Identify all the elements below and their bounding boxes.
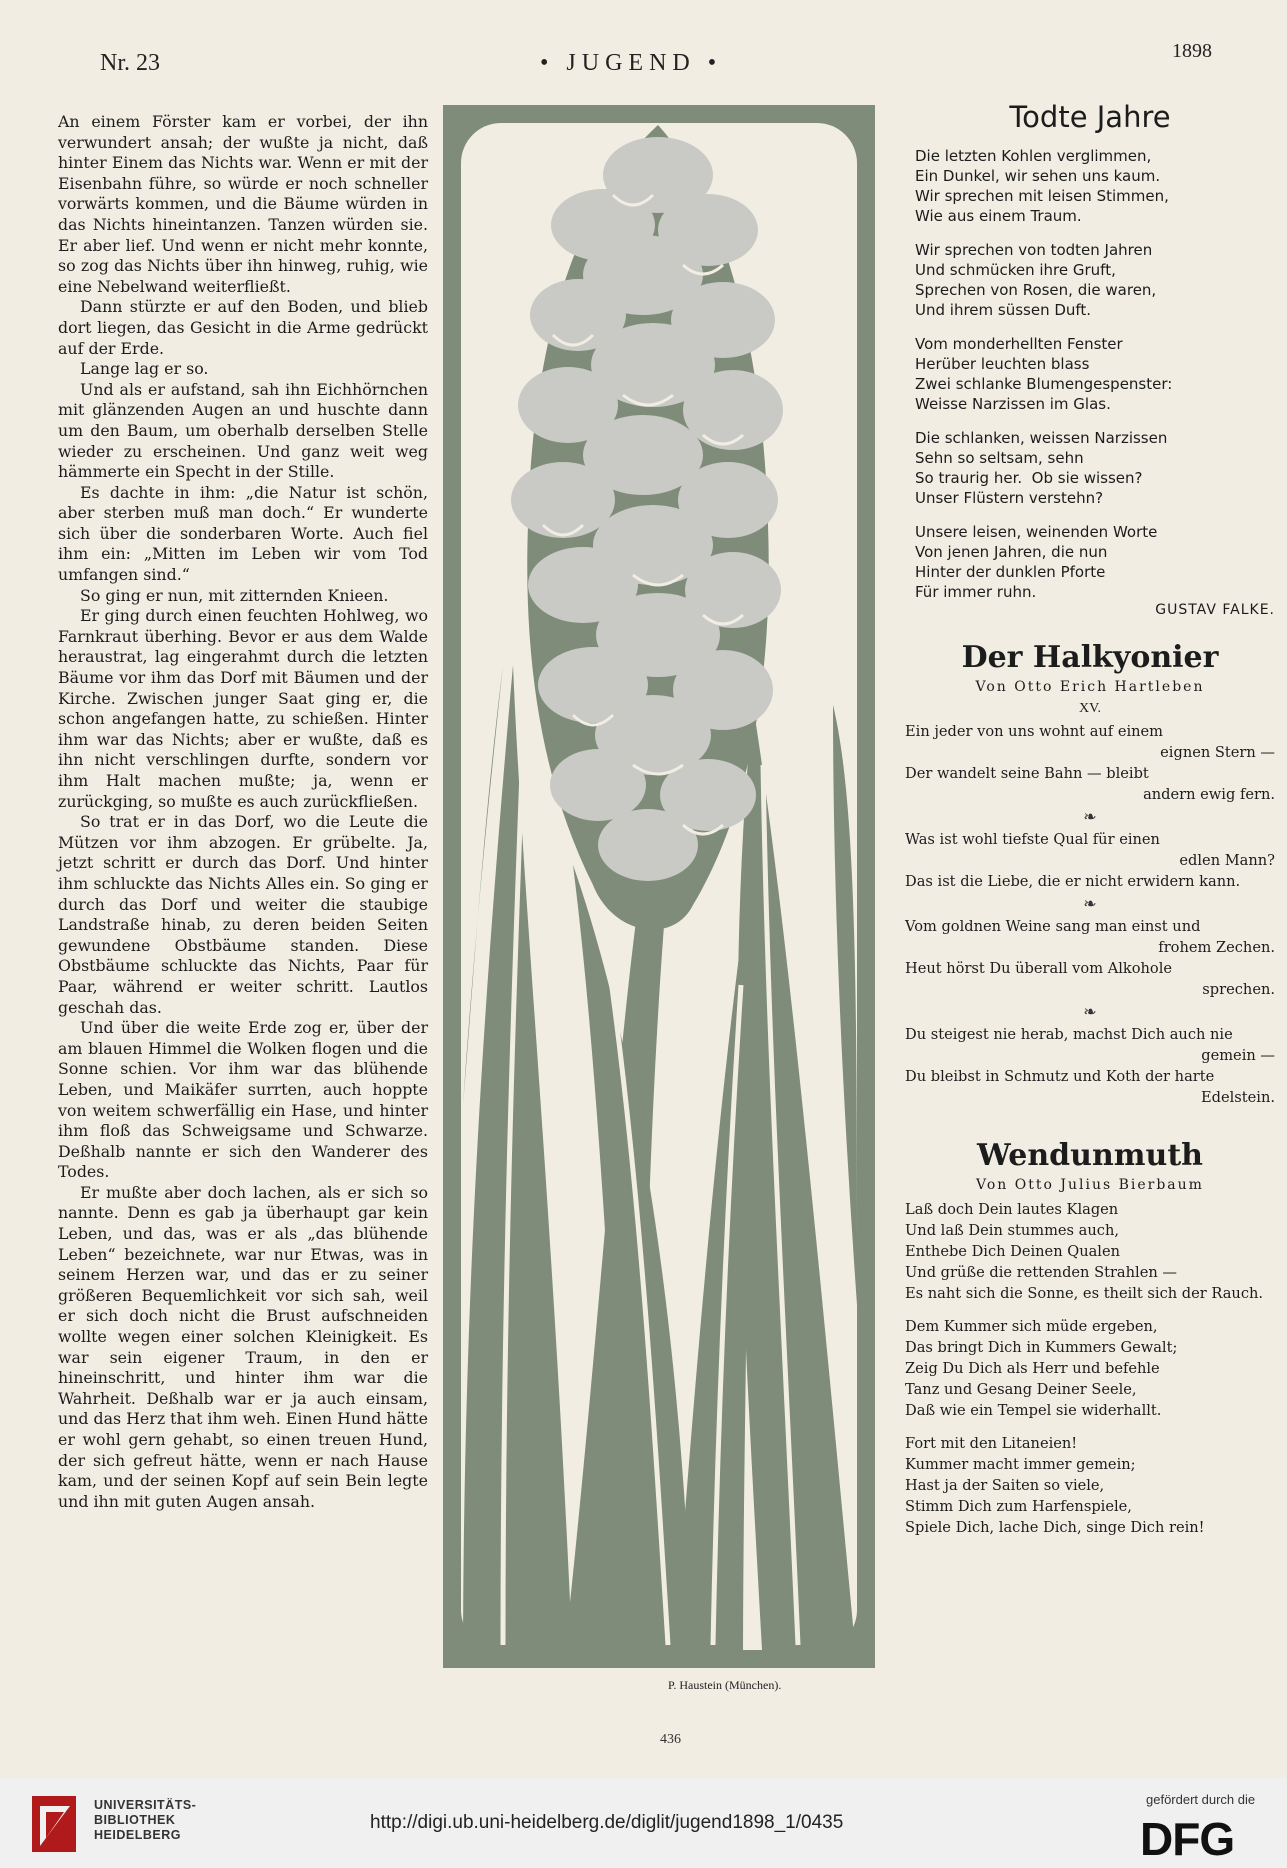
poem-stanza: Vom monderhellten Fenster Herüber leuchten blass Zwei schlanke Blumengespenster: Weisse Narzissen im Glas. <box>915 335 1173 413</box>
poem-stanza: Unsere leisen, weinenden Worte Von jenen Jahren, die nun Hinter der dunklen Pforte Für immer ruhn. <box>915 523 1158 601</box>
sponsor-label: gefördert durch die <box>1146 1792 1256 1807</box>
poems-column <box>905 100 1275 1550</box>
hyacinth-illustration <box>443 105 875 1668</box>
epigram <box>905 721 1275 805</box>
verse-line: sprechen. <box>1202 981 1275 998</box>
illustration-credit: P. Haustein (München). <box>668 1678 782 1692</box>
verse-line: Das ist die Liebe, die er nicht erwidern kann. <box>905 873 1241 890</box>
poem-title: Wendunmuth <box>977 1138 1203 1173</box>
poem-stanza: Die schlanken, weissen Narzissen Sehn so seltsam, sehn So traurig her. Ob sie wissen? Unser Flüstern verstehn? <box>915 429 1168 507</box>
verse-line: edlen Mann? <box>1179 852 1275 869</box>
verse-line: gemein — <box>1201 1047 1275 1064</box>
story-paragraph: Er mußte aber doch lachen, als er sich so nannte. Denn es gab ja überhaupt gar kein Leben, und das, was er als „das blühende Leben“ bezeichnete, war nur Etwas, was in seinem Herzen war, und das er zu seiner größeren Bequemlichkeit vor sich sah, weil er sich doch nicht die Brust aufschneiden wollte wegen einer solchen Kleinigkeit. Es war sein eigener Traum, in den er hineinschritt, und hinter ihm war die Wahrheit. Deßhalb war er ja auch einsam, und das Herz that ihm weh. Einen Hund hätte er wohl gern gehabt, so einen treuen Hund, der sich gefreut hätte, wenn er nach Hause kam, und der seinen Kopf auf sein Bein legte und ihn mit guten Augen ansah. <box>58 1182 428 1511</box>
story-paragraph: Er ging durch einen feuchten Hohlweg, wo Farnkraut überhing. Bevor er aus dem Walde heraustrat, lag eingerahmt durch die letzten Bäume vor ihm das Dorf mit Bäumen und der Kirche. Zwischen junger Saat ging er, die schon angefangen hatte, zu schießen. Hinter ihm war das Nichts; aber er wußte, daß es ihn nicht verschlingen durfte, sondern vor ihm Halt machen mußte; ja, wenn er zurückging, so mußte es auch zurückfließen. <box>58 606 428 811</box>
year: 1898 <box>1172 40 1212 62</box>
page-url-link[interactable]: http://digi.ub.uni-heidelberg.de/diglit/jugend1898_1/0435 <box>370 1812 844 1833</box>
page-number: 436 <box>660 1732 681 1747</box>
verse-line: Der wandelt seine Bahn — bleibt <box>905 765 1149 782</box>
story-paragraph: Lange lag er so. <box>80 359 209 379</box>
poem-author: Von Otto Julius Bierbaum <box>976 1177 1204 1193</box>
epigram <box>905 829 1275 892</box>
verse-line: Du bleibst in Schmutz und Koth der harte <box>905 1068 1215 1085</box>
poem-stanza: Laß doch Dein lautes Klagen Und laß Dein stummes auch, Enthebe Dich Deinen Qualen Und grüße die rettenden Strahlen — Es naht sich die Sonne, es theilt sich der Rauch. <box>905 1201 1264 1302</box>
ornament-icon: ❧ <box>1083 894 1097 913</box>
epigram <box>905 916 1275 1000</box>
verse-line: Heut hörst Du überall vom Alkohole <box>905 960 1173 977</box>
story-paragraph: So trat er in das Dorf, wo die Leute die Mützen vor ihm abzogen. Er grübelte. Ja, jetzt schritt er durch das Dorf. Und hinter ihm schluckte das Nichts Alles ein. So ging er durch das Dorf und weiter die staubige Landstraße hinab, zu deren beiden Seiten gewundene Obstbäume standen. Diese Obstbäume schluckte das Nichts, Paar für Paar, während er weiter schritt. Lautlos geschah das. <box>58 812 428 1017</box>
story-paragraph: Und als er aufstand, sah ihn Eichhörnchen mit glänzenden Augen an und huschte dann um den Baum, um oberhalb derselben Stelle wieder zu erscheinen. Und ganz weit weg hämmerte ein Specht in der Stille. <box>58 379 428 482</box>
verse-line: andern ewig fern. <box>1143 786 1275 803</box>
verse-line: Ein jeder von uns wohnt auf einem <box>905 723 1164 740</box>
poem-author: Von Otto Erich Hartleben <box>975 679 1205 695</box>
magazine-title: • JUGEND • <box>540 50 723 76</box>
issue-number: Nr. 23 <box>100 50 160 76</box>
poem-number: XV. <box>1079 701 1101 716</box>
university-library-logo-icon[interactable] <box>30 1792 82 1856</box>
story-paragraph: So ging er nun, mit zitternden Knieen. <box>80 585 389 605</box>
poem-stanza: Die letzten Kohlen verglimmen, Ein Dunkel, wir sehen uns kaum. Wir sprechen mit leisen Stimmen, Wie aus einem Traum. <box>915 147 1169 225</box>
dfg-logo[interactable]: DFG <box>1140 1813 1235 1865</box>
poem-title: Todte Jahre <box>1009 100 1171 134</box>
story-paragraph: Und über die weite Erde zog er, über der am blauen Himmel die Wolken flogen und die Sonne schien. Vor ihm war das blühende Leben, und Maikäfer surrten, auch hoppte von weitem schwerfällig ein Hase, und hinter ihm floß das Schweigsame und Schwarze. Deßhalb nannte er sich den Wanderer des Todes. <box>58 1018 428 1182</box>
verse-line: frohem Zechen. <box>1158 939 1275 956</box>
verse-line: Edelstein. <box>1201 1089 1275 1106</box>
verse-line: Du steigest nie herab, machst Dich auch nie <box>905 1026 1233 1043</box>
verse-line: Was ist wohl tiefste Qual für einen <box>905 831 1160 848</box>
poem-title: Der Halkyonier <box>961 640 1219 675</box>
verse-line: Vom goldnen Weine sang man einst und <box>905 918 1201 935</box>
footer-bar <box>0 1778 1287 1868</box>
poem-author: GUSTAV FALKE. <box>1155 602 1275 618</box>
verse-line: eignen Stern — <box>1160 744 1275 761</box>
story-paragraph: An einem Förster kam er vorbei, der ihn verwundert ansah; der wußte ja nicht, daß hinter Einem das Nichts war. Wenn er mit der Eisenbahn führe, so würde er noch schneller vorwärts kommen, und die Bäume würden in das Nichts hineintanzen. Tanzen würden sie. Er aber lief. Und wenn er nicht mehr konnte, so zog das Nichts über ihn hinweg, ruhig, wie eine Nebelwand weiterfließt. <box>58 112 428 296</box>
poem-stanza: Wir sprechen von todten Jahren Und schmücken ihre Gruft, Sprechen von Rosen, die waren, Und ihrem süssen Duft. <box>915 241 1157 319</box>
ornament-icon: ❧ <box>1083 807 1097 826</box>
epigram <box>905 1024 1275 1108</box>
ornament-icon: ❧ <box>1083 1002 1097 1021</box>
story-paragraph: Es dachte in ihm: „die Natur ist schön, aber sterben muß man doch.“ Er wunderte sich über die sonderbaren Worte. Auch fiel ihm ein: „Mitten im Leben wir vom Tod umfangen sind.“ <box>58 482 428 585</box>
poem-stanza: Fort mit den Litaneien! Kummer macht immer gemein; Hast ja der Saiten so viele, Stimm Dich zum Harfenspiele, Spiele Dich, lache Dich, singe Dich rein! <box>905 1435 1205 1536</box>
story-column <box>58 112 428 1512</box>
poem-stanza: Dem Kummer sich müde ergeben, Das bringt Dich in Kummers Gewalt; Zeig Du Dich als Herr und befehle Tanz und Gesang Deiner Seele, Daß wie ein Tempel sie widerhallt. <box>905 1318 1178 1419</box>
library-name[interactable]: UNIVERSITÄTS- BIBLIOTHEK HEIDELBERG <box>94 1798 197 1842</box>
story-paragraph: Dann stürzte er auf den Boden, und blieb dort liegen, das Gesicht in die Arme gedrückt auf der Erde. <box>58 297 428 358</box>
